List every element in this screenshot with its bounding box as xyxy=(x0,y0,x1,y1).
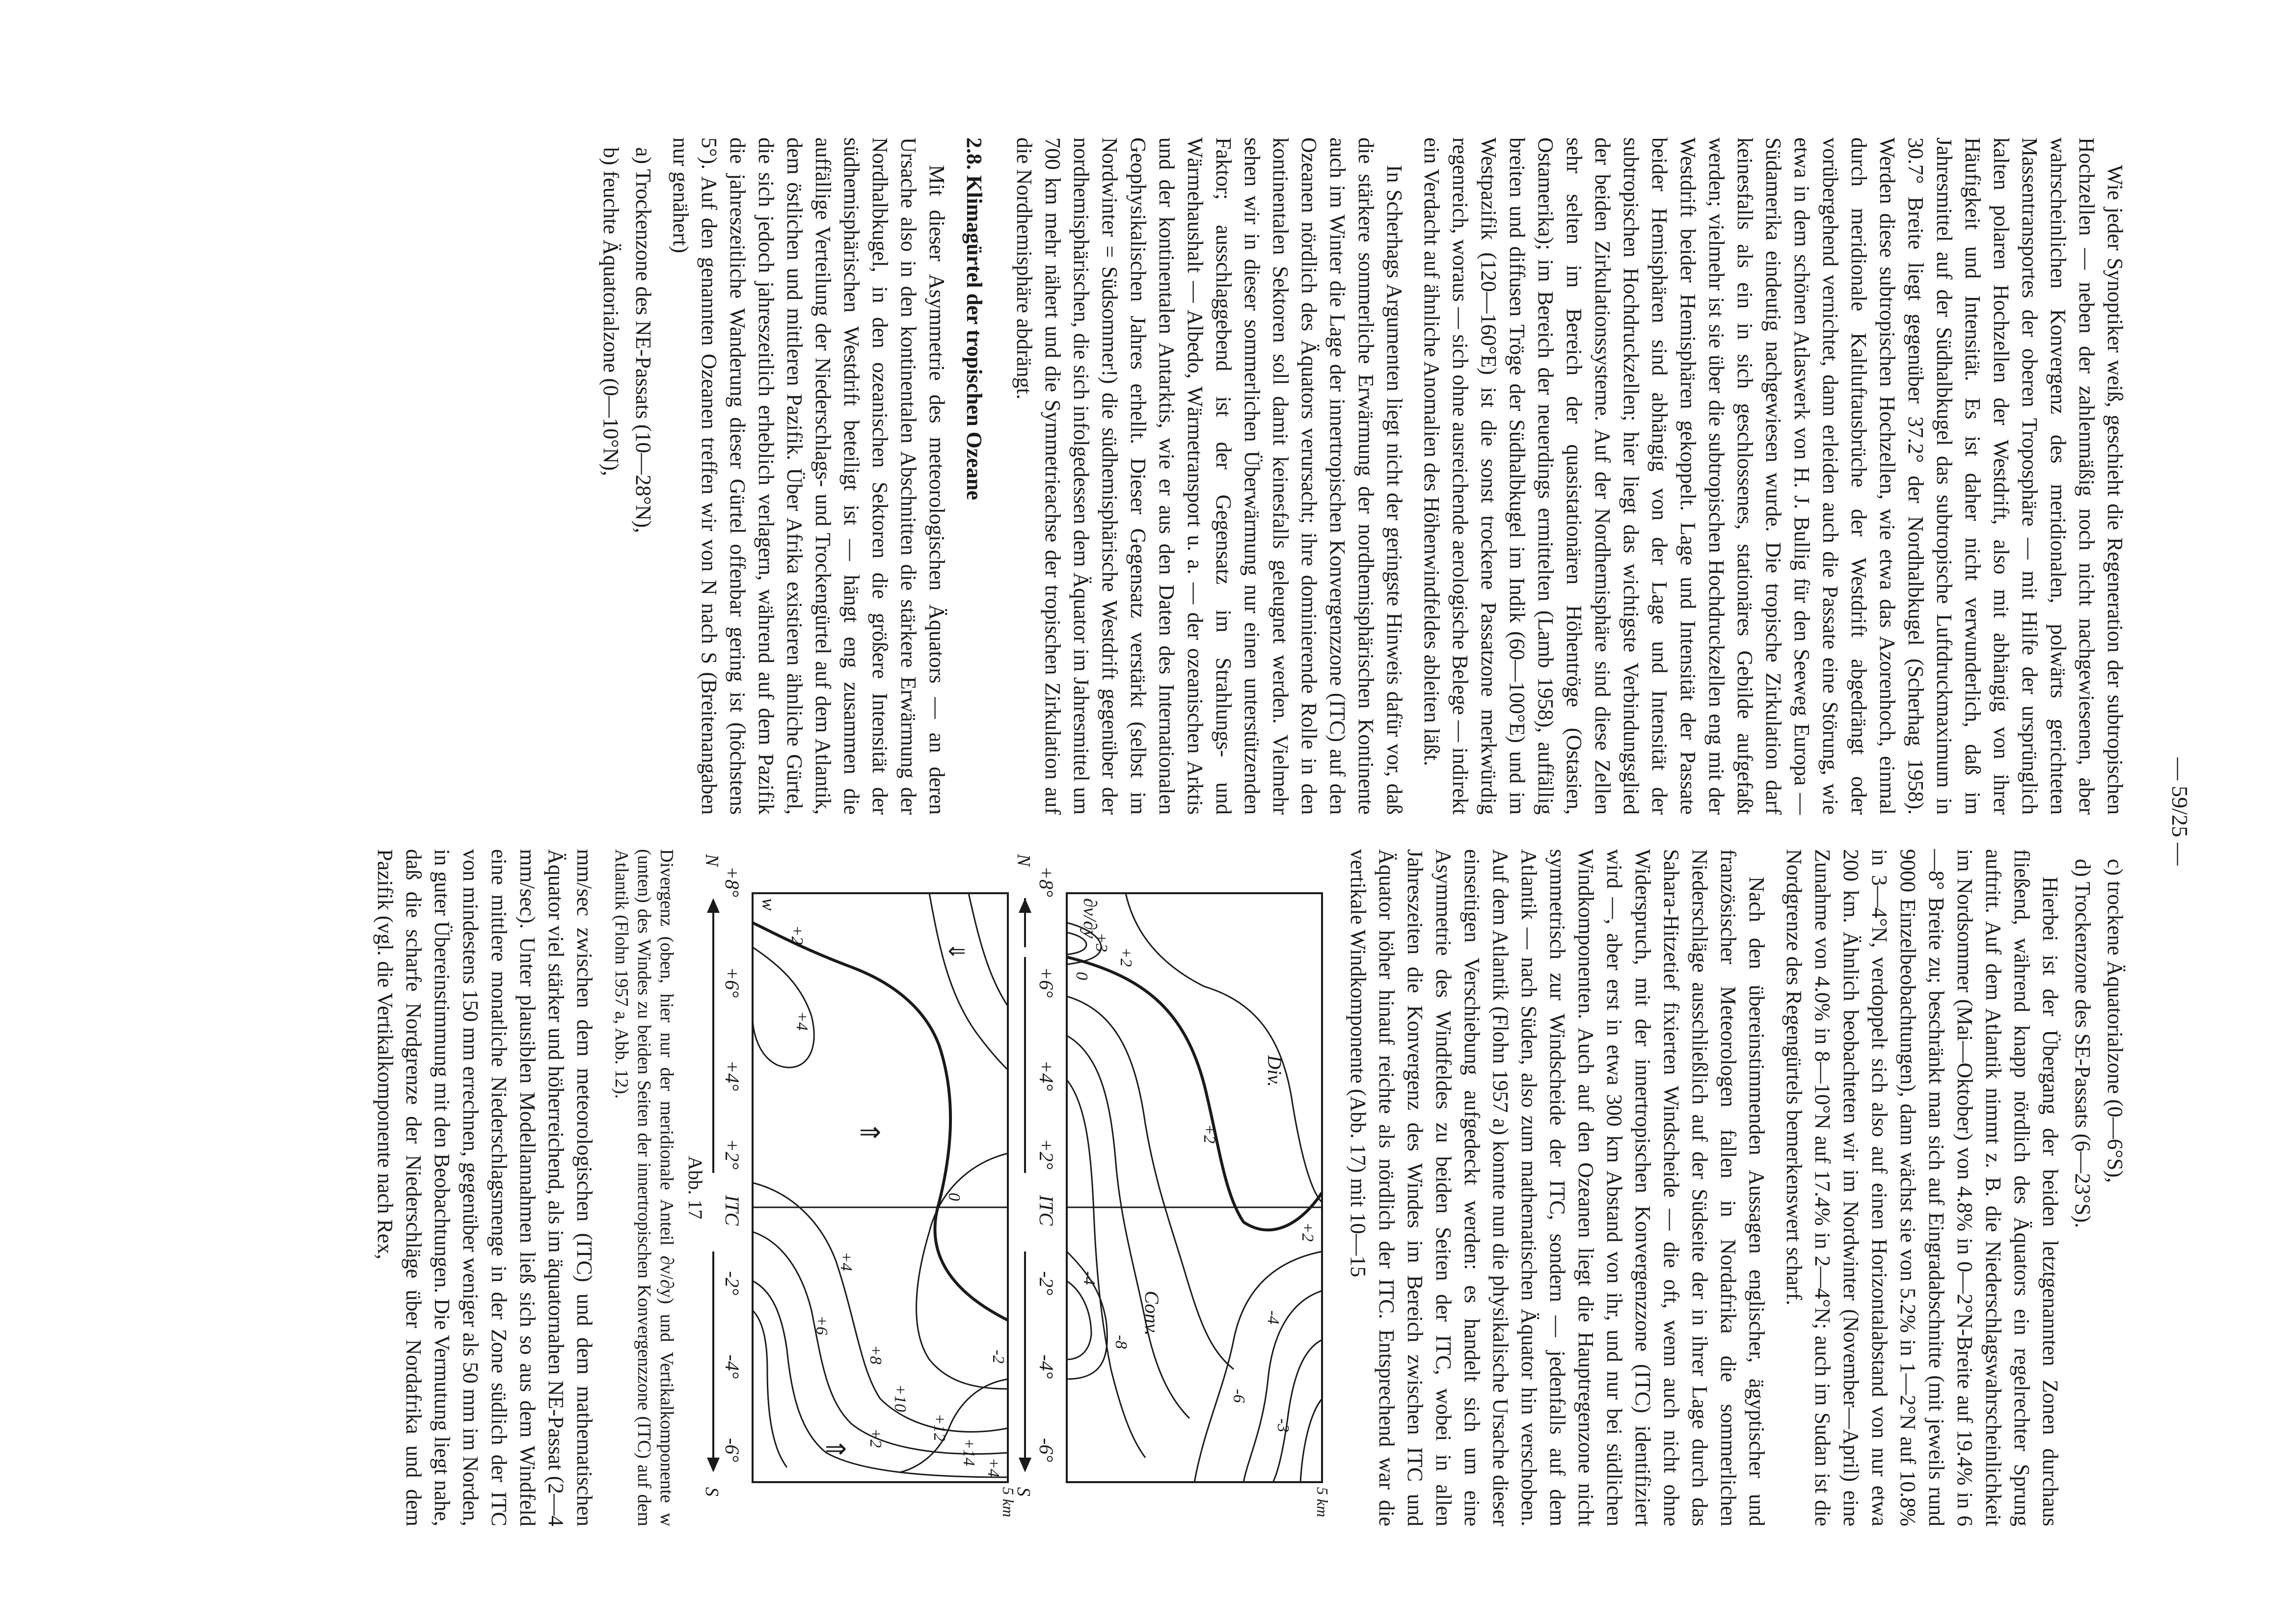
lat-label: +2° xyxy=(1035,1139,1057,1170)
paragraph: mm/sec zwischen dem meteorologischen (ITC) und dem mathematischen Äquator viel stärker und höherreichend, als im äquatornahen NE-Passat (2—4 mm/sec). Unter plausiblen Modellannahmen ließ sich so aus dem Windfeld eine mittlere monatliche Niederschlagsmenge in der Zone südlich der ITC von mindestens 150 mm errechnen, gegenüber weniger als 50 mm im Norden, in guter Übereinstimmung mit den Beobachtungen. Die Vermutung liegt nahe, daß die scharfe Nordgrenze der Niederschläge über Nordafrika und dem Pazifik (vgl. die Vertikalkomponente nach Rex, xyxy=(373,849,596,1526)
contour-label: -8 xyxy=(1112,1335,1130,1349)
arrow-up-icon: ⇑ xyxy=(855,1121,884,1144)
lat-label: -6° xyxy=(721,1438,743,1463)
lat-label: +8° xyxy=(721,866,743,897)
figure-caption-text: Divergenz (oben, hier nur der meridionale Anteil ∂v/∂y) und Vertikalkomponente w (unten) des Windes zu beiden Seiten der innertropischen Konvergenzzone (ITC) auf dem Atlantik (Flohn 1957 a, Abb. 12). xyxy=(611,849,677,1526)
contour-label: +10 xyxy=(891,1384,909,1412)
list-item: a) Trockenzone des NE-Passats (10—28°N), xyxy=(631,147,655,533)
contour-label: +4 xyxy=(984,1458,1002,1477)
contour-label: +8 xyxy=(866,1345,885,1364)
panel-variable-label: w xyxy=(758,898,779,911)
contour-label: -2 xyxy=(989,1350,1007,1364)
divergence-panel xyxy=(1013,853,1331,1517)
lat-label: -4° xyxy=(1035,1355,1057,1379)
paragraph: Mit dieser Asymmetrie des meteorologischen Äquators — an deren Ursache also in den kontinentalen Abschnitten die stärkere Erwärmung der Nordhalbkugel, in den ozeanischen Sektoren die größere Intensität der südhemisphärischen Westdrift beteiligt ist — hängt eng zusammen die auffällige Verteilung der Niederschlags- und Trockengürtel auf dem Atlantik, dem östlichen und mittleren Pazifik. Über Afrika existieren ähnliche Gürtel, die sich jedoch jahreszeitlich erheblich verlagern, während auf dem Pazifik die jahreszeitliche Wanderung dieser Gürtel offenbar gering ist (höchstens 5°). Auf den genannten Ozeanen treffen wir von N nach S (Breitenangaben nur genähert) xyxy=(669,137,949,815)
lat-label: +8° xyxy=(1035,866,1057,897)
figure-caption-title: Abb. 17 xyxy=(684,1156,706,1220)
lat-label: +2° xyxy=(721,1139,743,1170)
lat-label: -6° xyxy=(1035,1438,1057,1463)
contour-label: +12 xyxy=(930,1413,948,1441)
list-item: b) feuchte Äquatorialzone (0—10°N), xyxy=(599,147,623,477)
region-label: Div. xyxy=(1264,1055,1286,1087)
paragraph: Hierbei ist der Übergang der beiden letztgenannten Zonen durchaus fließend, während knapp nördlich des Äquators ein regelrechter Sprung auftritt. Auf dem Atlantik nimmt z. B. die Niederschlagswahrscheinlichkeit im Nordsommer (Mai—Oktober) von 4.8% in 0—2°N-Breite auf 19.4% in 6—8° Breite zu; beschränkt man sich auf Eingradabschnitte (mit jeweils rund 9000 Einzelbeobachtungen), dann wächst sie von 5.2% in 1—2°N auf 10.8% in 3—4°N, verdoppelt sich also auf einen Horizontalabstand von nur etwa 200 km. Ähnlich beobachteten wir im Nordwinter (November—April) eine Zunahme von 4.0% in 8—10°N auf 17.4% in 2—4°N; auch im Sudan ist die Nordgrenze des Regengürtels bemerkenswert scharf. xyxy=(1782,849,2062,1526)
lat-label: +6° xyxy=(1035,967,1057,998)
left-column xyxy=(593,137,2129,815)
contour-label: -6 xyxy=(1230,1389,1248,1403)
list-item: d) Trockenzone des SE-Passats (6—23°S). xyxy=(2071,859,2095,1228)
figure-abb-17 xyxy=(610,849,1332,1526)
lat-label: +4° xyxy=(721,1060,743,1091)
right-column xyxy=(362,849,2129,1526)
vertical-velocity-panel xyxy=(702,853,1017,1517)
figure-cross-section xyxy=(702,849,1332,1526)
contour-label: +2 xyxy=(788,925,806,945)
contour-label: +2 xyxy=(1298,1222,1317,1242)
contour-label: +4 xyxy=(837,1251,855,1271)
axis-end-label: S xyxy=(1013,1487,1034,1496)
arrow-down-icon: ⇓ xyxy=(944,942,968,960)
contour-label: -3 xyxy=(1274,1418,1292,1433)
contour-label: +2 xyxy=(1200,1124,1218,1144)
region-label: Conv. xyxy=(1141,1291,1163,1336)
page-number: — 59/25 — xyxy=(2167,757,2192,866)
lat-label: +6° xyxy=(721,967,743,998)
paragraph: In Scherhags Argumenten liegt nicht der geringste Hinweis dafür vor, daß die stärkere sommerliche Erwärmung der nordhemisphärischen Kontinente auch im Winter die Lage der innertropischen Konvergenzzone (ITC) auf den Ozeanen nördlich des Äquators verursacht; ihre dominierende Rolle in den kontinentalen Sektoren soll damit keinesfalls geleugnet werden. Vielmehr sehen wir in dieser sommerlichen Überwärmung nur einen unterstützenden Faktor; ausschlaggebend ist der Gegensatz im Strahlungs- und Wärmehaushalt — Albedo, Wärmetransport u. a. — der ozeanischen Arktis und der kontinentalen Antarktis, wie er aus den Daten des Internationalen Geophysikalischen Jahres erhellt. Dieser Gegensatz verstärkt (selbst im Nordwinter = Südsommer!) die südhemisphärische Westdrift gegenüber der nordhemisphärischen, die sich infolgedessen dem Äquator im Jahresmittel um 700 km mehr nähert und die Symmetrieachse der tropischen Zirkulation auf die Nordhemisphäre abdrängt. xyxy=(1012,137,1406,815)
contour-label: +4 xyxy=(793,1011,811,1031)
lat-label-itc: ITC xyxy=(721,1195,743,1226)
contour-label: 0 xyxy=(1073,972,1091,980)
paragraph: Wie jeder Synoptiker weiß, geschieht die Regeneration der subtropischen Hochzellen — neben der zahlenmäßig noch nicht nachgewiesenen, aber wahrscheinlichen Konvergenz des meridionalen, polwärts gerichteten Massentransportes der oberen Troposphäre — mit Hilfe der ursprünglich kalten polaren Hochzellen der Westdrift, also mit abhängig von ihrer Häufigkeit und Intensität. Es ist daher nicht verwunderlich, daß im Jahresmittel auf der Südhalbkugel das subtropische Luftdruckmaximum in 30.7° Breite liegt gegenüber 37.2° der Nordhalbkugel (Scherhag 1958). Werden diese subtropischen Hochzellen, wie etwa das Azorenhoch, einmal durch meridionale Kaltluftausbrüche der Westdrift abgedrängt oder vorübergehend vernichtet, dann erleiden auch die Passate eine Störung, wie etwa in dem schönen Atlaswerk von H. J. Bullig für den Seeweg Europa — Südamerika eindeutig nachgewiesen wurde. Die tropische Zirkulation darf keinesfalls als ein in sich geschlossenes, stationäres Gebilde aufgefaßt werden; vielmehr ist sie über die subtropischen Hochdruckzellen eng mit der Westdrift beider Hemisphären gekoppelt. Lage und Intensität der Passate beider Hemisphären sind abhängig von der Lage und Intensität der subtropischen Hochdruckzellen; hier liegt das wichtigste Verbindungsglied der beiden Zirkulationssysteme. Auf der Nordhemisphäre sind diese Zellen sehr selten im Bereich der quasistationären Höhentröge (Ostasien, Ostamerika); im Bereich der neuerdings ermittelten (Lamb 1958), auffällig breiten und diffusen Tröge der Südhalbkugel im Indik (60—100°E) und im Westpazifik (120—160°E) ist die sonst trockene Passatzone merkwürdig regenreich, woraus — sich ohne ausreichende aerologische Belege — indirekt ein Verdacht auf ähnliche Anomalien des Höhenwindfeldes ableiten läßt. xyxy=(1420,137,2127,815)
panel-variable-label: ∂v/∂y xyxy=(1080,898,1100,938)
contour-label: +6 xyxy=(812,1315,831,1335)
arrow-up-icon: ⇑ xyxy=(820,1438,850,1461)
contour-label: -4 xyxy=(1264,1310,1282,1325)
lat-label: -2° xyxy=(1035,1271,1057,1296)
section-heading: 2.8. Klimagürtel der tropischen Ozeane xyxy=(962,137,986,500)
lat-label: +4° xyxy=(1035,1060,1057,1091)
contour-label: +2 xyxy=(866,1428,885,1448)
list-item: c) trockene Äquatorialzone (0—6°S), xyxy=(2103,859,2127,1183)
height-label: 5 km xyxy=(999,1487,1017,1517)
lat-label: -2° xyxy=(721,1271,743,1296)
lat-label: -4° xyxy=(721,1355,743,1379)
axis-end-label: S xyxy=(702,1487,722,1496)
contour-label: +3 xyxy=(1092,932,1110,952)
contour-label: +14 xyxy=(960,1438,978,1466)
paragraph: Nach den übereinstimmenden Aussagen englischer, ägyptischer und französischer Meteorologen fallen in Nordafrika die sommerlichen Niederschläge ausschließlich auf der Südseite der in ihrer Lage durch das Sahara-Hitzetief fixierten Windscheide — die oft, wenn auch nicht ohne Widerspruch, mit der innertropischen Konvergenzzone (ITC) identifiziert wird —, aber erst in etwa 300 km Abstand von ihr, und nur bei südlichen Windkomponenten. Auch auf den Ozeanen liegt die Hauptregenzone nicht symmetrisch zur Windscheide der ITC, sondern — jedenfalls auf dem Atlantik — nach Süden, also zum mathematischen Äquator hin verschoben. Auf dem Atlantik (Flohn 1957 a) konnte nun die physikalische Ursache dieser einseitigen Verschiebung aufgedeckt werden: es handelt sich um eine Asymmetrie des Windfeldes zu beiden Seiten der ITC, wobei in allen Jahreszeiten die Konvergenz des Windes im Bereich zwischen ITC und Äquator höher hinauf reichte als nördlich der ITC. Entsprechend war die vertikale Windkomponente (Abb. 17) mit 10—15 xyxy=(1346,849,1769,1526)
contour-label: -4 xyxy=(1080,1271,1098,1285)
axis-end-label: N xyxy=(1013,854,1034,867)
lat-label-itc: ITC xyxy=(1035,1195,1057,1226)
contour-label: 0 xyxy=(945,1193,963,1201)
height-label: 5 km xyxy=(1314,1487,1331,1517)
contour-label: +2 xyxy=(1117,947,1135,967)
axis-end-label: N xyxy=(702,854,722,867)
arrow-head-icon xyxy=(1019,1458,1031,1472)
